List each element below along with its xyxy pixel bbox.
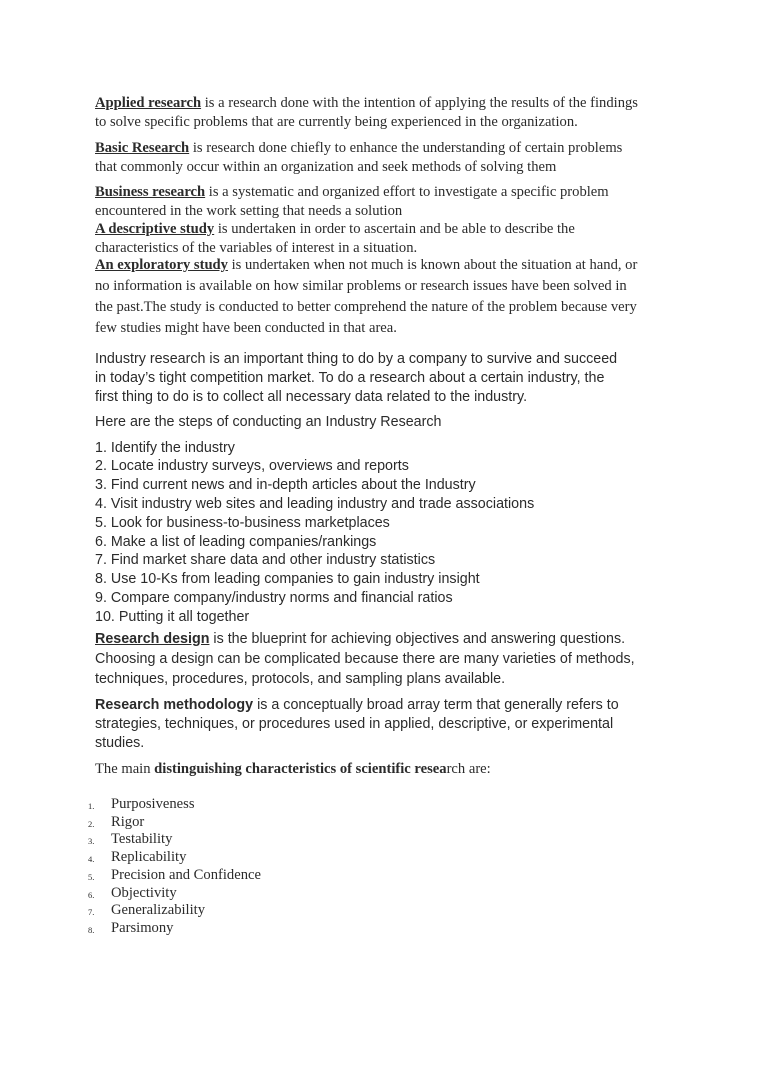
characteristic-number: 3. (88, 836, 95, 847)
intro-prefix: The main (95, 761, 155, 777)
definition-term: A descriptive study (95, 221, 215, 237)
characteristic-number: 8. (88, 924, 95, 935)
definition-line (95, 158, 556, 177)
characteristic-number: 5. (88, 871, 95, 882)
step-item: 4. Visit industry web sites and leading industry and trade associations (95, 495, 535, 512)
definition-term: Applied research (95, 94, 202, 111)
characteristic-item: Replicability (111, 849, 187, 866)
definition-line (95, 318, 397, 339)
definition-text: Choosing a design can be complicated because there are many varieties of methods, (95, 650, 635, 667)
definition-line (95, 202, 402, 221)
characteristic-item: Testability (111, 831, 173, 848)
definition-text: studies. (95, 735, 145, 751)
definition-term: Research methodology (95, 697, 254, 713)
definition-line (95, 276, 627, 297)
industry-paragraph-line: in today’s tight competition market. To do a research about a certain industry, the (95, 370, 605, 386)
definition-line (95, 183, 609, 202)
definition-text: is a research done with the intention of applying the results of the findings (201, 94, 638, 111)
step-item: 8. Use 10-Ks from leading companies to gain industry insight (95, 571, 480, 588)
definition-term: Basic Research (95, 140, 190, 156)
definition-text: is research done chiefly to enhance the understanding of certain problems (189, 140, 623, 156)
definition-text: that commonly occur within an organization and seek methods of solving them (95, 159, 557, 175)
definition-text: no information is available on how similar problems or research issues have been solved in (95, 278, 627, 294)
definition-text: is a conceptually broad array term that generally refers to (253, 697, 619, 713)
definition-line (95, 297, 637, 318)
steps-intro: Here are the steps of conducting an Industry Research (95, 414, 442, 430)
definition-line (95, 630, 625, 650)
definition-text: to solve specific problems that are currently being experienced in the organization. (95, 113, 578, 130)
definition-line (95, 715, 613, 734)
definition-text: techniques, procedures, protocols, and sampling plans available. (95, 670, 506, 687)
definition-line (95, 139, 622, 158)
definition-line (95, 734, 144, 753)
definition-text: is a systematic and organized effort to investigate a specific problem (205, 184, 609, 200)
intro-suffix: rch are: (446, 761, 491, 777)
definition-text: the past.The study is conducted to better comprehend the nature of the problem because very (95, 299, 637, 315)
definition-text: is undertaken when not much is known about the situation at hand, or (227, 257, 638, 273)
definition-line (95, 650, 635, 670)
definition-term: An exploratory study (95, 257, 228, 273)
definition-line (95, 670, 505, 690)
characteristic-number: 1. (88, 801, 95, 811)
definition-text: characteristics of the variables of interest in a situation. (95, 239, 418, 256)
characteristic-number: 6. (88, 889, 95, 900)
characteristics-intro (95, 759, 491, 779)
step-item: 9. Compare company/industry norms and financial ratios (95, 589, 453, 606)
industry-paragraph-line: Industry research is an important thing to do by a company to survive and succeed (95, 351, 618, 367)
characteristic-item: Purposiveness (111, 796, 195, 812)
definition-text: encountered in the work setting that needs a solution (95, 202, 403, 219)
definition-text: is the blueprint for achieving objectives and answering questions. (209, 631, 626, 647)
definition-line (95, 94, 638, 113)
definition-term: Research design (95, 631, 210, 647)
definition-text: is undertaken in order to ascertain and be able to describe the (214, 221, 575, 237)
step-item: 5. Look for business-to-business marketplaces (95, 514, 390, 531)
step-item: 1. Identify the industry (95, 439, 235, 456)
characteristic-item: Precision and Confidence (111, 866, 261, 883)
definition-line (95, 696, 619, 715)
step-item: 7. Find market share data and other industry statistics (95, 552, 436, 569)
characteristic-item: Generalizability (111, 902, 206, 919)
intro-bold: distinguishing characteristics of scientific resea (154, 761, 447, 777)
characteristic-item: Parsimony (111, 919, 174, 936)
characteristic-number: 2. (88, 818, 95, 829)
characteristic-number: 4. (88, 854, 95, 865)
characteristic-number: 7. (88, 907, 95, 918)
step-item: 3. Find current news and in-depth articles about the Industry (95, 477, 476, 494)
characteristic-item: Objectivity (111, 884, 177, 901)
definition-text: few studies might have been conducted in that area. (95, 320, 397, 336)
definition-line (95, 220, 575, 239)
definition-text: strategies, techniques, or procedures used in applied, descriptive, or experimental (95, 716, 614, 732)
characteristic-item: Rigor (111, 813, 145, 830)
definition-line (95, 255, 637, 276)
step-item: 2. Locate industry surveys, overviews and reports (95, 458, 409, 475)
definition-term: Business research (95, 184, 206, 200)
definition-line (95, 113, 578, 132)
step-item: 6. Make a list of leading companies/rankings (95, 533, 377, 550)
industry-paragraph-line: first thing to do is to collect all necessary data related to the industry. (95, 389, 528, 405)
step-item: 10. Putting it all together (95, 608, 250, 625)
